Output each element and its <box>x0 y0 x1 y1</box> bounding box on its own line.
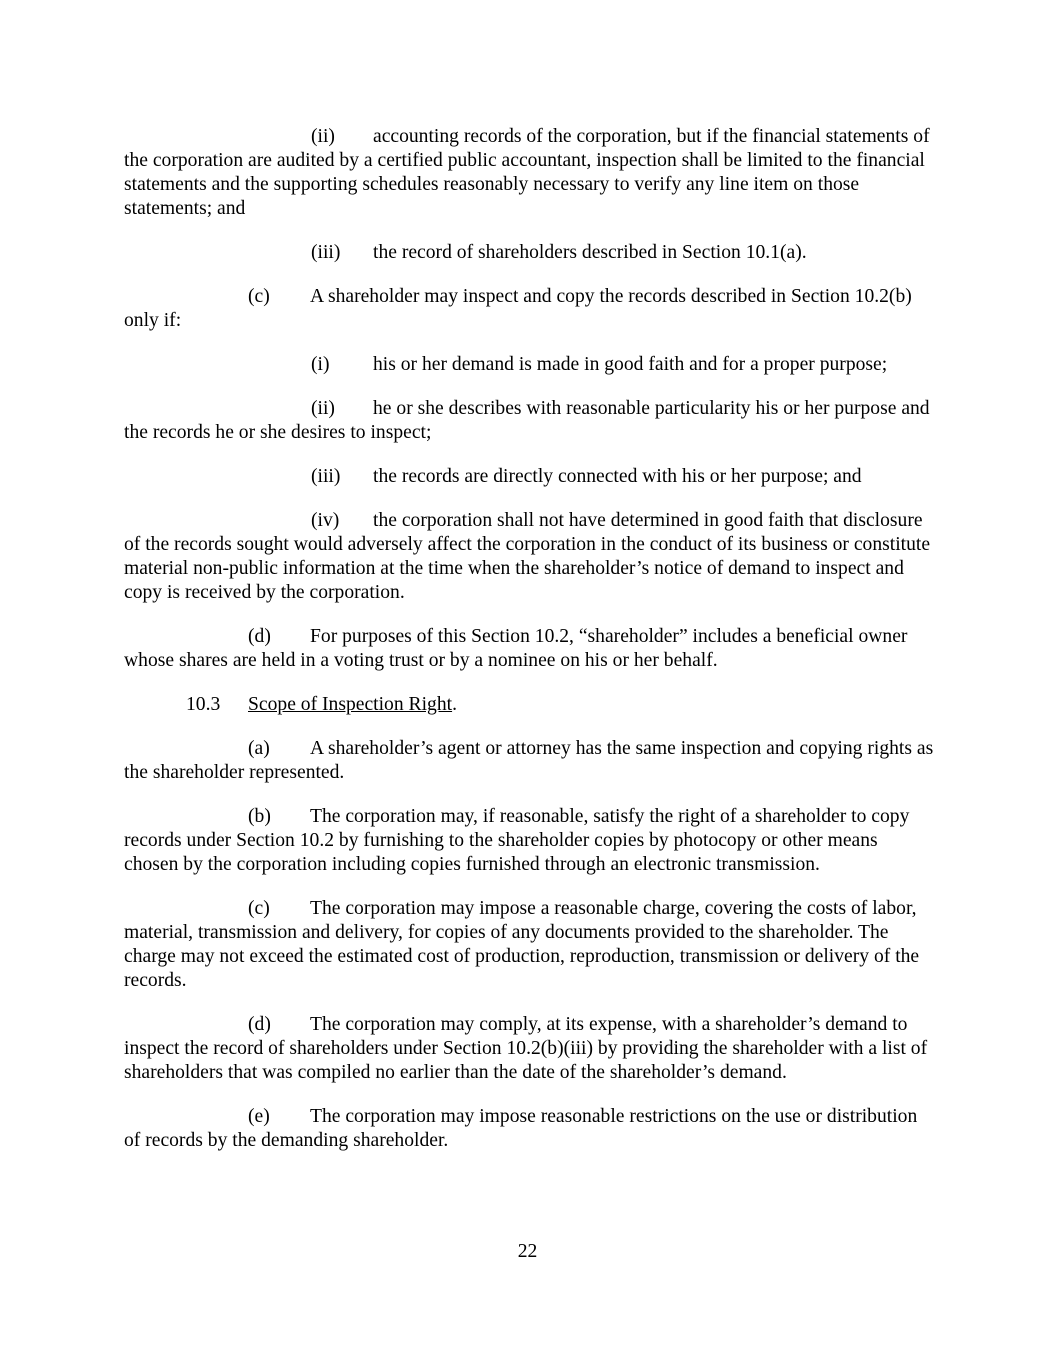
paragraph-text: the record of shareholders described in Section 10.1(a). <box>373 242 807 263</box>
paragraph-ii-accounting-records <box>124 125 934 221</box>
paragraph-text: The corporation may, if reasonable, satisfy the right of a shareholder to copy records under Section 10.2 by furnishing to the shareholder copies by photocopy or other means chosen by the corporation including copies furnished through an electronic transmission. <box>124 806 910 875</box>
paragraph-text: The corporation may comply, at its expense, with a shareholder’s demand to inspect the record of shareholders under Section 10.2(b)(iii) by providing the shareholder with a list of shareholders that was compiled no earlier than the date of the shareholder’s demand. <box>124 1014 928 1083</box>
paragraph-c-inspect-conditions <box>124 285 934 333</box>
paragraph-label: (e) <box>248 1106 270 1127</box>
paragraph-i-good-faith <box>124 353 934 377</box>
section-title-suffix: . <box>452 694 457 715</box>
paragraph-text: For purposes of this Section 10.2, “shareholder” includes a beneficial owner whose shares are held in a voting trust or by a nominee on his or her behalf. <box>124 626 908 671</box>
paragraph-label: (iv) <box>311 510 340 531</box>
paragraph-d-list-of-shareholders <box>124 1013 934 1085</box>
paragraph-a-agent-rights <box>124 737 934 785</box>
paragraph-label: (ii) <box>311 126 335 147</box>
section-title: Scope of Inspection Right <box>248 694 453 715</box>
paragraph-label: (a) <box>248 738 270 759</box>
paragraph-text: The corporation may impose a reasonable charge, covering the costs of labor, material, transmission and delivery, for copies of any documents provided to the shareholder. The charge may not exceed the estimated cost of production, reproduction, transmission or delivery of the records. <box>124 898 920 991</box>
section-heading <box>124 693 934 717</box>
paragraph-iii-directly-connected <box>124 465 934 489</box>
paragraph-text: accounting records of the corporation, but if the financial statements of the corporation are audited by a certified public accountant, inspection shall be limited to the financial statements and the supporting schedules reasonably necessary to verify any line item on those statements; and <box>124 126 930 219</box>
paragraph-e-restrictions <box>124 1105 934 1153</box>
paragraph-text: he or she describes with reasonable particularity his or her purpose and the records he or she desires to inspect; <box>124 398 930 443</box>
paragraph-text: his or her demand is made in good faith and for a proper purpose; <box>373 354 888 375</box>
paragraph-text: A shareholder may inspect and copy the records described in Section 10.2(b) only if: <box>124 286 912 331</box>
paragraph-label: (c) <box>248 898 270 919</box>
paragraph-iv-disclosure <box>124 509 934 605</box>
paragraph-label: (c) <box>248 286 270 307</box>
paragraph-text: the corporation shall not have determined in good faith that disclosure of the records sought would adversely affect the corporation in the conduct of its business or constitute material non-public information at the time when the shareholder’s notice of demand to inspect and copy is received by the corporation. <box>124 510 931 603</box>
paragraph-b-copies <box>124 805 934 877</box>
page-number: 22 <box>517 1241 538 1262</box>
paragraph-label: (i) <box>311 354 330 375</box>
paragraph-text: The corporation may impose reasonable restrictions on the use or distribution of records by the demanding shareholder. <box>124 1106 918 1151</box>
paragraph-c-charge <box>124 897 934 993</box>
paragraph-label: (ii) <box>311 398 335 419</box>
paragraph-text: the records are directly connected with his or her purpose; and <box>373 466 862 487</box>
paragraph-label: (d) <box>248 1014 271 1035</box>
paragraph-label: (iii) <box>311 466 341 487</box>
paragraph-label: (b) <box>248 806 271 827</box>
paragraph-ii-particularity <box>124 397 934 445</box>
paragraph-label: (iii) <box>311 242 341 263</box>
paragraph-iii-record-of-shareholders <box>124 241 934 265</box>
paragraph-text: A shareholder’s agent or attorney has the same inspection and copying rights as the shareholder represented. <box>124 738 934 783</box>
document-page <box>124 125 934 1173</box>
paragraph-d-shareholder-definition <box>124 625 934 673</box>
section-number: 10.3 <box>186 694 221 715</box>
paragraph-label: (d) <box>248 626 271 647</box>
